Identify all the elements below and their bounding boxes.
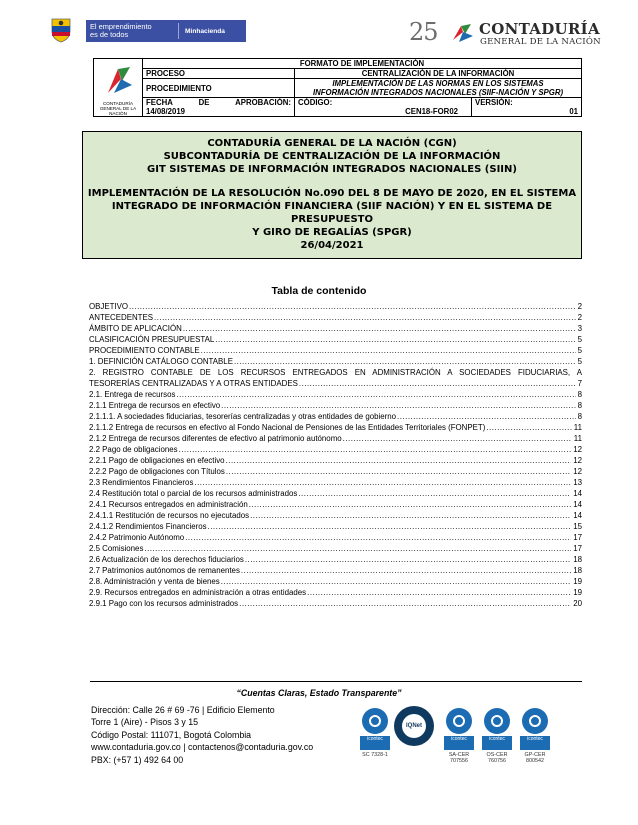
codigo-value: CEN18-FOR02: [405, 107, 458, 116]
toc-entry[interactable]: [89, 455, 582, 466]
toc-entry-label: 2.5 Comisiones: [89, 544, 144, 553]
version-cell: [472, 98, 582, 117]
toc-entry-page: 12: [573, 456, 582, 465]
toc-entry[interactable]: [89, 301, 582, 312]
version-value: 01: [569, 107, 578, 116]
toc-entry-label: 2.3 Rendimientos Financieros: [89, 478, 194, 487]
cert-name: icontec: [482, 736, 512, 750]
toc-entry[interactable]: [89, 367, 582, 389]
toc-entry-label: 2.9. Recursos entregados en administración a otras entidades: [89, 588, 307, 597]
title-line-3: GIT SISTEMAS DE INFORMACIÓN INTEGRADOS NACIONALES (SIIN): [147, 164, 517, 176]
toc-entry[interactable]: [89, 334, 582, 345]
toc-entry[interactable]: [89, 576, 582, 587]
fecha-value: 14/08/2019: [146, 107, 186, 116]
toc-entry-page: 13: [573, 478, 582, 487]
toc-entry-page: 18: [573, 566, 582, 575]
title-date: 26/04/2021: [300, 240, 364, 252]
toc-entry-label: 2.4 Restitución total o parcial de los recursos administrados: [89, 489, 298, 498]
fecha-cell: [143, 98, 295, 117]
proceso-value: CENTRALIZACIÓN DE LA INFORMACIÓN: [295, 69, 582, 79]
cert-badge: [482, 708, 512, 764]
toc-entry-label: 2.1.1.1. A sociedades fiduciarias, tesorerías centralizadas y otras entidades de gobierno: [89, 412, 397, 421]
cgn-logo-icon: [98, 61, 138, 101]
toc-entry[interactable]: [89, 587, 582, 598]
toc-entry-page: 14: [573, 511, 582, 520]
toc-entry-label: CLASIFICACIÓN PRESUPUESTAL: [89, 335, 215, 344]
cert-name: IQNet: [402, 714, 426, 738]
toc-entry-label: ÁMBITO DE APLICACIÓN: [89, 324, 182, 333]
footer-address: [91, 704, 313, 766]
toc-entry[interactable]: [89, 411, 582, 422]
toc-entry-page: 14: [573, 500, 582, 509]
toc-entry-label: 2.4.1.2 Rendimientos Financieros: [89, 522, 207, 531]
ministry-label: Minhacienda: [185, 27, 225, 35]
procedimiento-value: [295, 79, 582, 98]
table-of-contents: [89, 301, 582, 609]
footer-divider: [90, 681, 582, 682]
cert-name: icontec: [360, 736, 390, 750]
footer-slogan: “Cuentas Claras, Estado Transparente”: [236, 688, 402, 698]
format-logo-cell: [94, 59, 143, 117]
toc-entry-page: 5: [577, 335, 582, 344]
certifications: [360, 708, 555, 778]
toc-entry[interactable]: [89, 466, 582, 477]
toc-entry[interactable]: [89, 323, 582, 334]
toc-entry-page: 15: [573, 522, 582, 531]
shield-icon: [50, 17, 72, 43]
toc-entry[interactable]: [89, 433, 582, 444]
toc-entry[interactable]: [89, 312, 582, 323]
toc-entry-label: 2.2.2 Pago de obligaciones con Títulos: [89, 467, 225, 476]
cert-name: icontec: [520, 736, 550, 750]
toc-entry-page: 11: [573, 434, 582, 443]
proceso-label: PROCESO: [143, 69, 295, 79]
cert-code: GP-CER 800542: [524, 752, 546, 764]
toc-entry[interactable]: [89, 554, 582, 565]
document-title-box: [82, 131, 582, 259]
toc-entry[interactable]: [89, 356, 582, 367]
icontec-icon: [522, 708, 548, 734]
toc-entry-page: 19: [573, 577, 582, 586]
toc-entry[interactable]: [89, 345, 582, 356]
toc-entry-label: 1. DEFINICIÓN CATÁLOGO CONTABLE: [89, 357, 233, 366]
colombia-shield: [50, 16, 72, 44]
toc-entry-label: 2.4.1 Recursos entregados en administración: [89, 500, 248, 509]
cert-code: SC 7328-1: [362, 752, 388, 758]
cgn-logo-text: CONTADURÍA GENERAL DE LA NACIÓN: [99, 101, 137, 116]
toc-entry-label: 2.1.1.2 Entrega de recursos en efectivo al Fondo Nacional de Pensiones de las Entidades Territoriales (FONPET): [89, 423, 486, 432]
gov-slogan-line1: El emprendimiento: [90, 22, 152, 31]
toc-entry-page: 7: [577, 379, 582, 388]
toc-entry-label: 2.9.1 Pago con los recursos administrados: [89, 599, 239, 608]
toc-entry-page: 8: [577, 412, 582, 421]
toc-entry-label: 2.8. Administración y venta de bienes: [89, 577, 220, 586]
toc-entry-page: 18: [573, 555, 582, 564]
title-line-4: IMPLEMENTACIÓN DE LA RESOLUCIÓN No.090 DEL 8 DE MAYO DE 2020, EN EL SISTEMA: [87, 187, 577, 199]
toc-entry[interactable]: [89, 477, 582, 488]
toc-entry-page: 17: [573, 544, 582, 553]
toc-entry-label: 2.2.1 Pago de obligaciones en efectivo: [89, 456, 225, 465]
toc-entry-page: 14: [573, 489, 582, 498]
cert-code: OS-CER 760756: [486, 752, 508, 764]
toc-entry-label-line2: TESORERÍAS CENTRALIZADAS Y A OTRAS ENTIDADES: [89, 379, 298, 388]
cert-badge: [520, 708, 550, 764]
toc-entry-label: ANTECEDENTES: [89, 313, 154, 322]
toc-entry-page: 2: [577, 302, 582, 311]
brand-name: CONTADURÍA: [479, 20, 600, 38]
toc-entry-page: 19: [573, 588, 582, 597]
brand-subtitle: GENERAL DE LA NACIÓN: [480, 37, 601, 47]
toc-entry[interactable]: [89, 389, 582, 400]
toc-entry-page: 11: [573, 423, 582, 432]
toc-entry-page: 8: [577, 401, 582, 410]
toc-entry-label: 2.6 Actualización de los derechos fiduciarios: [89, 555, 244, 564]
icontec-icon: [446, 708, 472, 734]
cert-badge: [444, 708, 474, 764]
toc-entry-label: 2.2 Pago de obligaciones: [89, 445, 178, 454]
format-table: [93, 58, 582, 117]
toc-entry-label: 2.1.2 Entrega de recursos diferentes de efectivo al patrimonio autónomo: [89, 434, 342, 443]
cert-badge: [360, 708, 390, 758]
toc-entry[interactable]: [89, 444, 582, 455]
title-line-6: Y GIRO DE REGALÍAS (SPGR): [252, 227, 412, 239]
iqnet-seal-icon: [394, 706, 434, 746]
codigo-label: CÓDIGO:: [298, 98, 333, 107]
toc-title: Tabla de contenido: [271, 285, 367, 297]
format-title: FORMATO DE IMPLEMENTACIÓN: [143, 59, 582, 69]
toc-entry[interactable]: [89, 521, 582, 532]
title-line-5: INTEGRADO DE INFORMACIÓN FINANCIERA (SIIF NACIÓN) Y EN EL SISTEMA DE PRESUPUESTO: [111, 200, 553, 226]
gov-slogan: [86, 23, 179, 39]
address-line-3: Código Postal: 111071, Bogotá Colombia: [91, 729, 252, 740]
toc-entry-page: 5: [577, 357, 582, 366]
toc-entry-page: 5: [577, 346, 582, 355]
toc-entry-page: 3: [577, 324, 582, 333]
toc-entry[interactable]: [89, 510, 582, 521]
icontec-icon: [484, 708, 510, 734]
address-line-5: PBX: (+57 1) 492 64 00: [91, 754, 184, 765]
toc-entry-page: 12: [573, 467, 582, 476]
codigo-cell: [295, 98, 472, 117]
toc-entry-label: 2.1.1 Entrega de recursos en efectivo: [89, 401, 221, 410]
toc-entry-page: 8: [577, 390, 582, 399]
toc-entry-label: PROCEDIMIENTO CONTABLE: [89, 346, 200, 355]
cert-code: SA-CER 707556: [448, 752, 470, 764]
title-line-1: CONTADURÍA GENERAL DE LA NACIÓN (CGN): [207, 138, 457, 149]
anniversary-number: 25: [409, 18, 438, 46]
contaduria-brand-logo: [409, 18, 614, 48]
version-label: VERSIÓN:: [475, 98, 513, 107]
toc-entry-page: 12: [573, 445, 582, 454]
gov-slogan-line2: es de todos: [90, 30, 129, 39]
government-banner: [86, 20, 246, 42]
toc-entry-label: 2.1. Entrega de recursos: [89, 390, 176, 399]
address-line-1: Dirección: Calle 26 # 69 -76 | Edificio Elemento: [91, 705, 275, 715]
icontec-icon: [362, 708, 388, 734]
toc-entry[interactable]: [89, 543, 582, 554]
toc-entry[interactable]: [89, 598, 582, 609]
address-line-4[interactable]: www.contaduria.gov.co | contactenos@contaduria.gov.co: [91, 742, 314, 753]
toc-entry[interactable]: [89, 488, 582, 499]
address-line-2: Torre 1 (Aire) - Pisos 3 y 15: [91, 717, 199, 728]
toc-entry-page: 17: [573, 533, 582, 542]
toc-entry-page: 2: [577, 313, 582, 322]
procedimiento-value-line2: INFORMACIÓN INTEGRADOS NACIONALES (SIIF-NACIÓN Y SPGR): [312, 88, 564, 97]
toc-entry[interactable]: [89, 422, 582, 433]
procedimiento-label: PROCEDIMIENTO: [143, 79, 295, 98]
title-line-2: SUBCONTADURÍA DE CENTRALIZACIÓN DE LA INFORMACIÓN: [163, 151, 501, 163]
toc-entry-label: 2.4.1.1 Restitución de recursos no ejecutados: [89, 511, 250, 520]
brand-mark-icon: [449, 22, 477, 44]
toc-entry-label: 2.7 Patrimonios autónomos de remanentes: [89, 566, 240, 575]
toc-entry[interactable]: [89, 400, 582, 411]
toc-entry[interactable]: [89, 565, 582, 576]
toc-entry[interactable]: [89, 499, 582, 510]
toc-entry-label-line1: 2. REGISTRO CONTABLE DE LOS RECURSOS ENTREGADOS EN ADMINISTRACIÓN A SOCIEDADES FIDUCIARIAS, A: [89, 368, 582, 377]
toc-entry-label: OBJETIVO: [89, 302, 129, 311]
fecha-label: FECHA DE APROBACIÓN:: [146, 98, 291, 107]
toc-entry[interactable]: [89, 532, 582, 543]
procedimiento-value-line1: IMPLEMENTACIÓN DE LAS NORMAS EN LOS SISTEMAS: [332, 79, 544, 88]
toc-entry-page: 20: [573, 599, 582, 608]
toc-entry-label: 2.4.2 Patrimonio Autónomo: [89, 533, 185, 542]
cert-name: icontec: [444, 736, 474, 750]
